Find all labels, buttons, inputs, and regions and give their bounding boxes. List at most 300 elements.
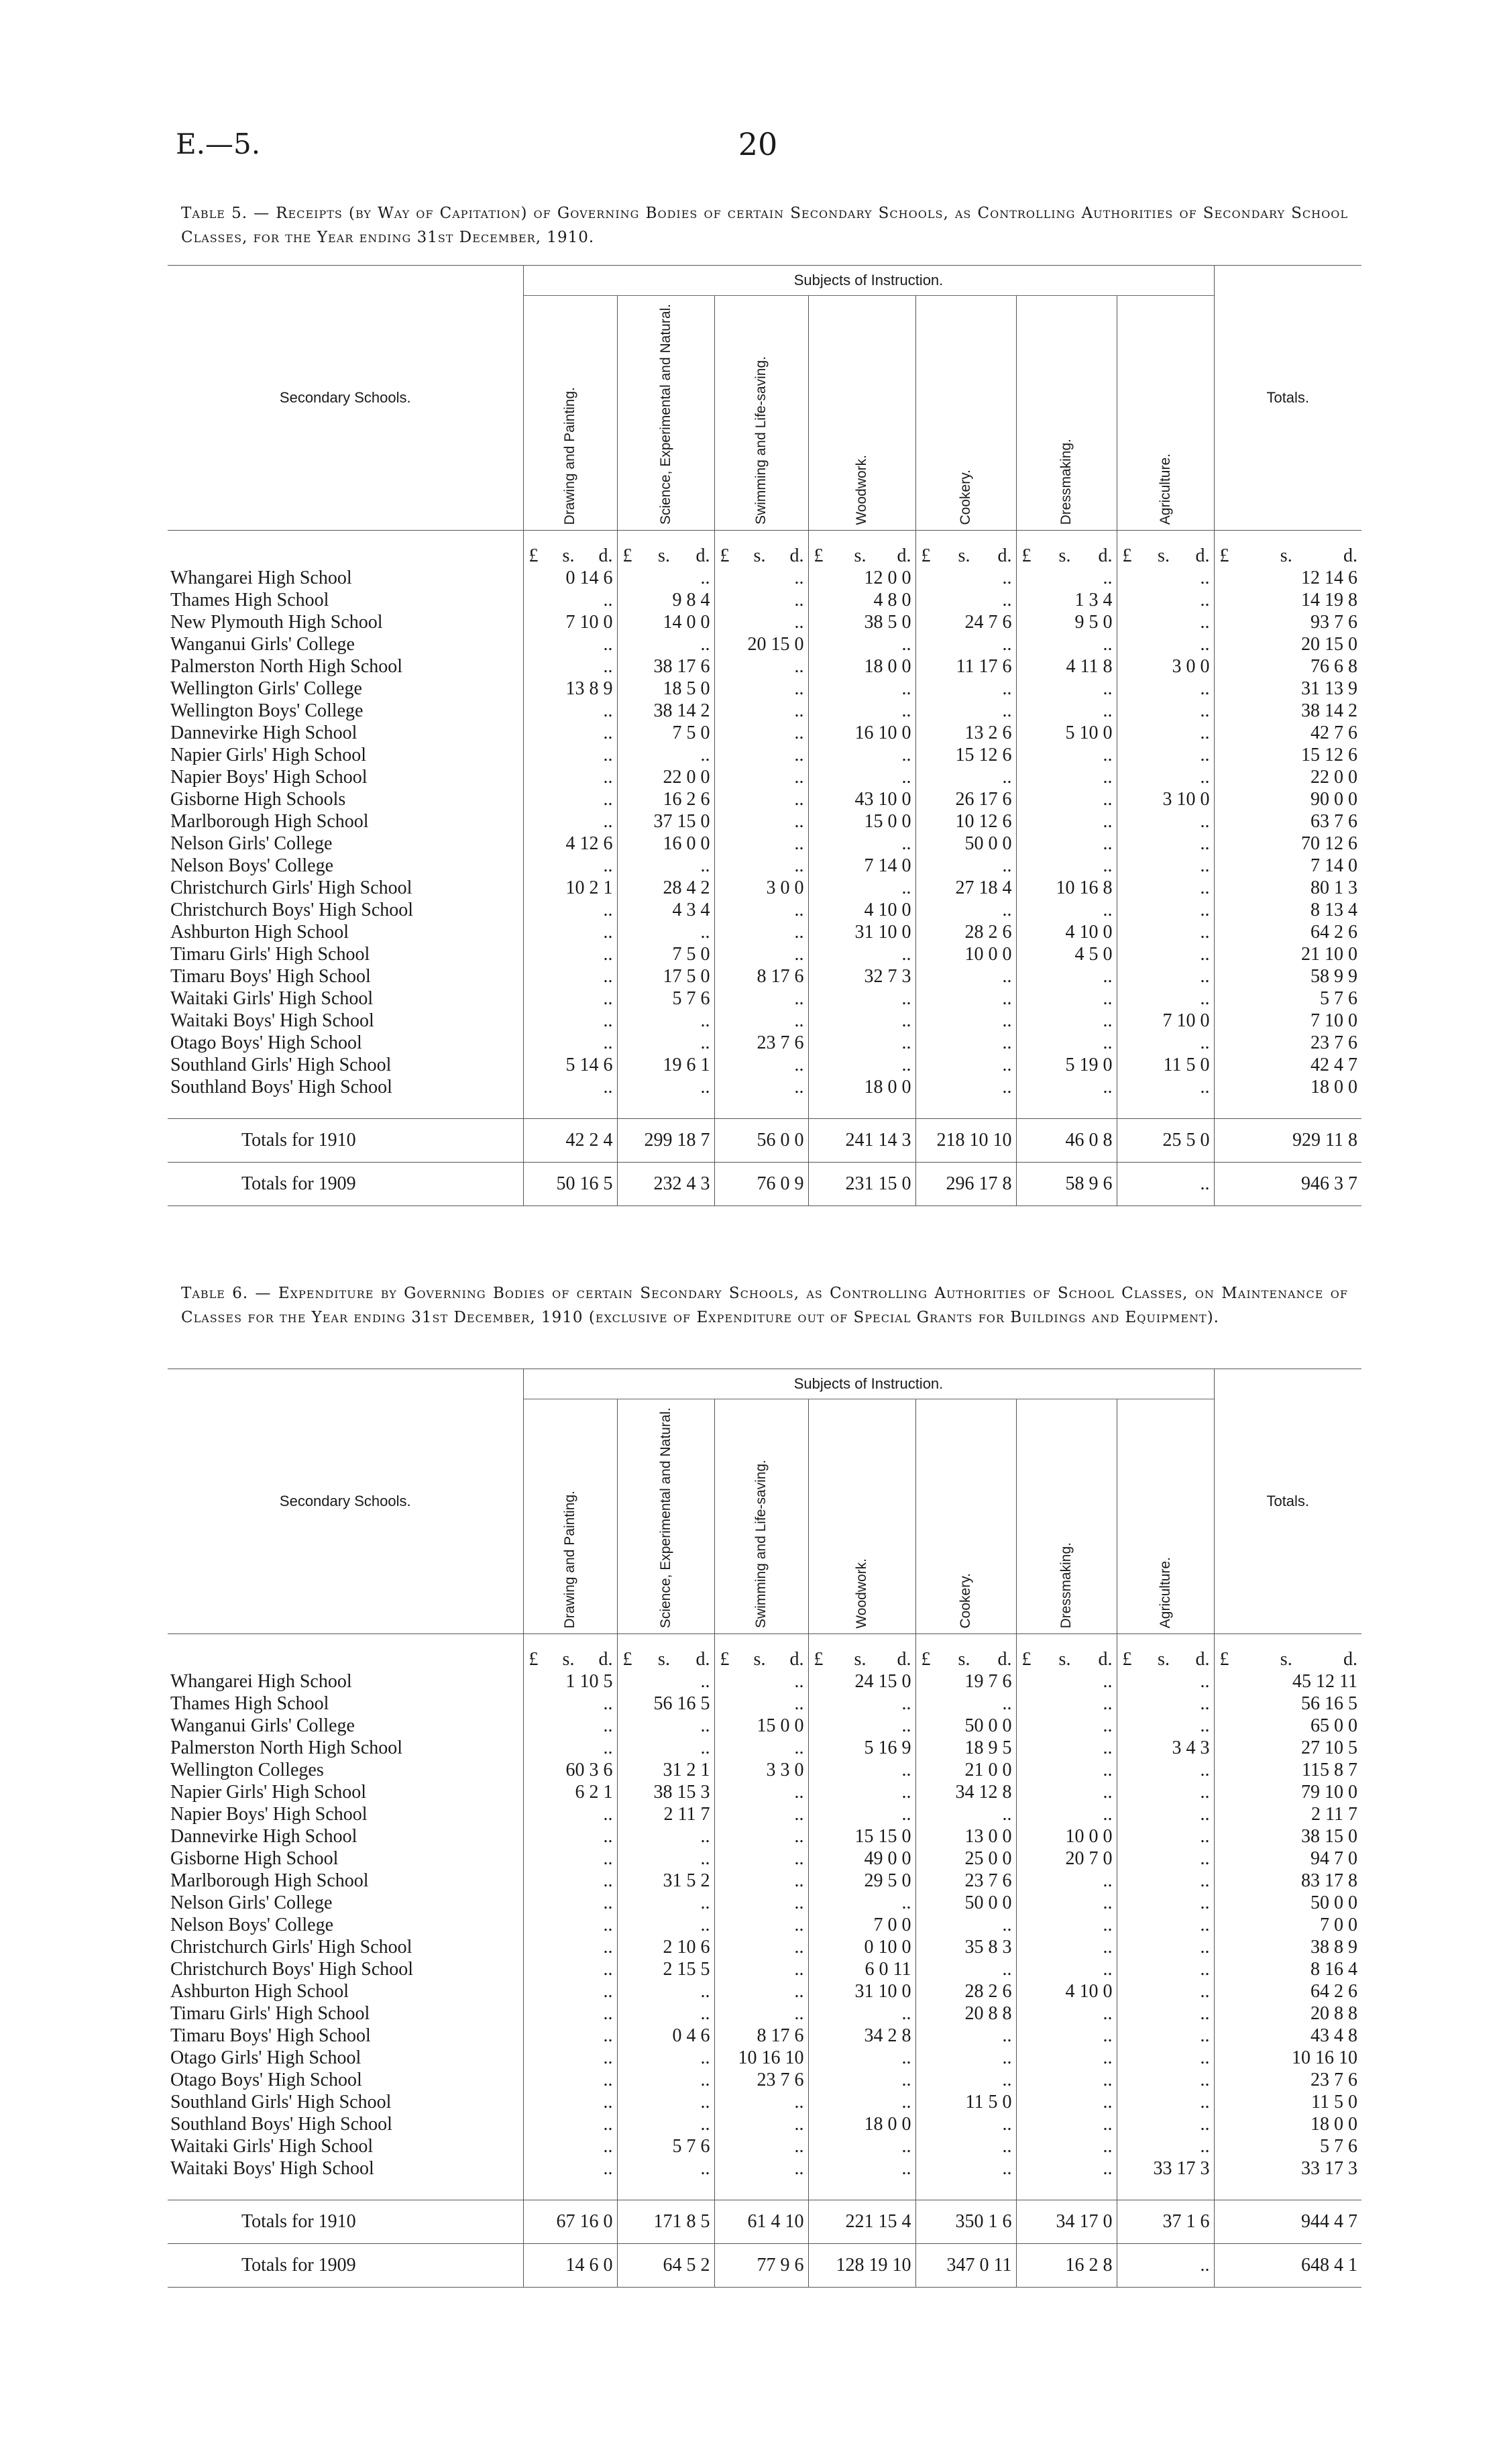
amount-cell: .. (915, 700, 1016, 722)
page-number: 20 (738, 126, 778, 162)
amount-cell: .. (1016, 700, 1117, 722)
amount-cell: .. (915, 965, 1016, 987)
amount-cell: .. (1117, 810, 1214, 833)
amount-cell: 14 0 0 (617, 611, 714, 633)
amount-cell: .. (1016, 678, 1117, 700)
amount-cell: .. (714, 1936, 808, 1958)
amount-cell: .. (714, 1054, 808, 1076)
amount-cell: .. (523, 921, 617, 943)
amount-cell: .. (523, 899, 617, 921)
amount-cell: .. (617, 567, 714, 589)
amount-cell: 38 15 0 (1214, 1825, 1361, 1847)
totals-row (168, 2244, 1361, 2288)
school-name: Ashburton High School (170, 922, 349, 943)
table-row (168, 1715, 1361, 1737)
school-name: Whangarei High School (170, 1671, 352, 1693)
amount-cell: 38 5 0 (808, 611, 915, 633)
amount-cell: 8 13 4 (1214, 899, 1361, 921)
amount-cell: .. (1117, 2025, 1214, 2047)
amount-cell: .. (523, 1715, 617, 1737)
amount-cell: .. (714, 1980, 808, 2002)
amount-cell: .. (1117, 1693, 1214, 1715)
school-name: New Plymouth High School (170, 612, 383, 633)
amount-cell: .. (1016, 2069, 1117, 2091)
table-row (168, 2113, 1361, 2135)
column-header-label: Dressmaking. (1058, 1542, 1074, 1629)
amount-cell: 6 2 1 (523, 1781, 617, 1803)
amount-cell: 1 10 5 (523, 1670, 617, 1693)
amount-cell: 7 10 0 (1214, 1010, 1361, 1032)
school-name: Gisborne High Schools (170, 789, 346, 810)
amount-cell: .. (915, 567, 1016, 589)
total-cell: 221 15 4 (808, 2200, 915, 2244)
column-header (808, 296, 915, 531)
amount-cell: 0 4 6 (617, 2025, 714, 2047)
amount-cell: .. (714, 987, 808, 1010)
school-name: Christchurch Boys' High School (170, 1959, 414, 1980)
amount-cell: 6 0 11 (808, 1958, 915, 1980)
table-row (168, 722, 1361, 744)
amount-cell: 3 0 0 (714, 877, 808, 899)
amount-cell: 5 14 6 (523, 1054, 617, 1076)
amount-cell: 11 5 0 (915, 2091, 1016, 2113)
unit-header: £ s. d. (1214, 531, 1361, 568)
school-name: Nelson Boys' College (170, 1915, 334, 1936)
amount-cell: .. (915, 2135, 1016, 2157)
total-cell: 946 3 7 (1214, 1163, 1361, 1206)
amount-cell: .. (808, 2135, 915, 2157)
amount-cell: .. (1117, 1870, 1214, 1892)
total-cell: .. (1117, 2244, 1214, 2288)
amount-cell: 25 0 0 (915, 1847, 1016, 1870)
amount-cell: .. (1016, 1693, 1117, 1715)
amount-cell: 7 14 0 (1214, 855, 1361, 877)
amount-cell: .. (915, 1054, 1016, 1076)
amount-cell: .. (714, 1914, 808, 1936)
amount-cell: .. (1117, 2047, 1214, 2069)
amount-cell: 17 5 0 (617, 965, 714, 987)
amount-cell: .. (714, 810, 808, 833)
amount-cell: 7 0 0 (808, 1914, 915, 1936)
amount-cell: 56 16 5 (617, 1693, 714, 1715)
amount-cell: 19 6 1 (617, 1054, 714, 1076)
amount-cell: .. (523, 987, 617, 1010)
amount-cell: .. (714, 2157, 808, 2180)
amount-cell: 37 15 0 (617, 810, 714, 833)
school-name: Ashburton High School (170, 1981, 349, 2002)
amount-cell: .. (714, 1693, 808, 1715)
amount-cell: .. (617, 2157, 714, 2180)
amount-cell: .. (1016, 1715, 1117, 1737)
total-cell: 67 16 0 (523, 2200, 617, 2244)
column-header (915, 1399, 1016, 1634)
amount-cell: .. (1016, 2135, 1117, 2157)
school-name: Christchurch Boys' High School (170, 900, 414, 921)
amount-cell: .. (523, 1958, 617, 1980)
table-row (168, 1076, 1361, 1098)
amount-cell: 4 10 0 (1016, 921, 1117, 943)
school-name: Napier Boys' High School (170, 1804, 368, 1825)
page-series: E.—5. (176, 127, 261, 160)
amount-cell: .. (1016, 1032, 1117, 1054)
table5-grid (168, 265, 1361, 1206)
amount-cell: .. (617, 2113, 714, 2135)
amount-cell: .. (1016, 2157, 1117, 2180)
column-header-label: Woodwork. (854, 1558, 869, 1629)
amount-cell: .. (1117, 943, 1214, 965)
amount-cell: .. (714, 1010, 808, 1032)
column-header (523, 1399, 617, 1634)
amount-cell: .. (1117, 899, 1214, 921)
amount-cell: 60 3 6 (523, 1759, 617, 1781)
amount-cell: 79 10 0 (1214, 1781, 1361, 1803)
amount-cell: 23 7 6 (714, 1032, 808, 1054)
table-row (168, 810, 1361, 833)
school-name: Wanganui Girls' College (170, 1715, 355, 1737)
column-header-label: Swimming and Life-saving. (753, 356, 769, 525)
column-header (808, 1399, 915, 1634)
amount-cell: .. (1117, 2002, 1214, 2025)
amount-cell: 18 0 0 (1214, 1076, 1361, 1098)
total-cell: 34 17 0 (1016, 2200, 1117, 2244)
school-name: Whangarei High School (170, 568, 352, 589)
amount-cell: 5 10 0 (1016, 722, 1117, 744)
amount-cell: 18 0 0 (1214, 2113, 1361, 2135)
amount-cell: .. (808, 943, 915, 965)
amount-cell: 80 1 3 (1214, 877, 1361, 899)
column-header-label: Woodwork. (854, 454, 869, 525)
amount-cell: .. (1016, 810, 1117, 833)
column-header-label: Agriculture. (1157, 1556, 1173, 1629)
subjects-header: Subjects of Instruction. (523, 1369, 1214, 1399)
total-cell: 77 9 6 (714, 2244, 808, 2288)
total-cell: 350 1 6 (915, 2200, 1016, 2244)
amount-cell: .. (523, 2135, 617, 2157)
school-name: Southland Boys' High School (170, 2114, 392, 2135)
amount-cell: .. (523, 1847, 617, 1870)
amount-cell: .. (617, 1847, 714, 1870)
amount-cell: 10 0 0 (915, 943, 1016, 965)
amount-cell: .. (523, 589, 617, 611)
school-name: Dannevirke High School (170, 1826, 357, 1847)
amount-cell: 31 5 2 (617, 1870, 714, 1892)
amount-cell: 3 3 0 (714, 1759, 808, 1781)
amount-cell: .. (1016, 2113, 1117, 2135)
amount-cell: .. (1117, 1670, 1214, 1693)
amount-cell: 13 0 0 (915, 1825, 1016, 1847)
total-cell: 64 5 2 (617, 2244, 714, 2288)
amount-cell: .. (915, 678, 1016, 700)
amount-cell: .. (523, 1936, 617, 1958)
amount-cell: .. (1016, 1076, 1117, 1098)
amount-cell: 15 15 0 (808, 1825, 915, 1847)
school-name: Southland Boys' High School (170, 1077, 392, 1098)
school-name: Palmerston North High School (170, 1737, 403, 1759)
amount-cell: 24 15 0 (808, 1670, 915, 1693)
amount-cell: .. (714, 655, 808, 678)
amount-cell: .. (1117, 678, 1214, 700)
amount-cell: 5 7 6 (1214, 2135, 1361, 2157)
amount-cell: .. (808, 2091, 915, 2113)
amount-cell: .. (1117, 965, 1214, 987)
unit-header: £ s. d. (617, 531, 714, 568)
amount-cell: .. (523, 700, 617, 722)
amount-cell: .. (714, 1870, 808, 1892)
amount-cell: .. (523, 633, 617, 655)
amount-cell: .. (808, 766, 915, 788)
amount-cell: .. (523, 1803, 617, 1825)
amount-cell: 58 9 9 (1214, 965, 1361, 987)
amount-cell: 13 2 6 (915, 722, 1016, 744)
amount-cell: .. (808, 1803, 915, 1825)
amount-cell: 23 7 6 (714, 2069, 808, 2091)
unit-header: £ s. d. (523, 1634, 617, 1671)
amount-cell: 18 0 0 (808, 1076, 915, 1098)
amount-cell: .. (714, 678, 808, 700)
amount-cell: .. (714, 855, 808, 877)
amount-cell: 10 16 10 (1214, 2047, 1361, 2069)
amount-cell: 50 0 0 (915, 1715, 1016, 1737)
column-header (1016, 296, 1117, 531)
amount-cell: 11 5 0 (1117, 1054, 1214, 1076)
amount-cell: .. (714, 2113, 808, 2135)
amount-cell: .. (1016, 744, 1117, 766)
amount-cell: .. (808, 877, 915, 899)
column-header (714, 1399, 808, 1634)
total-cell: .. (1117, 1163, 1214, 1206)
amount-cell: .. (714, 1737, 808, 1759)
amount-cell: 29 5 0 (808, 1870, 915, 1892)
column-header-label: Drawing and Painting. (562, 1490, 577, 1629)
amount-cell: .. (523, 788, 617, 810)
amount-cell: .. (1117, 766, 1214, 788)
total-cell: 648 4 1 (1214, 2244, 1361, 2288)
amount-cell: .. (1117, 1847, 1214, 1870)
amount-cell: .. (1117, 2135, 1214, 2157)
amount-cell: .. (1117, 921, 1214, 943)
amount-cell: .. (714, 2002, 808, 2025)
amount-cell: .. (1016, 1892, 1117, 1914)
amount-cell: 5 7 6 (617, 2135, 714, 2157)
amount-cell: .. (617, 1892, 714, 1914)
amount-cell: 13 8 9 (523, 678, 617, 700)
school-name: Napier Girls' High School (170, 1782, 367, 1803)
amount-cell: 20 15 0 (714, 633, 808, 655)
school-name: Dannevirke High School (170, 722, 357, 744)
amount-cell: 10 16 10 (714, 2047, 808, 2069)
amount-cell: .. (523, 1825, 617, 1847)
amount-cell: 15 12 6 (1214, 744, 1361, 766)
unit-header: £ s. d. (1117, 1634, 1214, 1671)
total-cell: 929 11 8 (1214, 1119, 1361, 1163)
amount-cell: .. (523, 1870, 617, 1892)
column-header (1117, 1399, 1214, 1634)
amount-cell: .. (1117, 744, 1214, 766)
amount-cell: .. (808, 987, 915, 1010)
amount-cell: 50 0 0 (1214, 1892, 1361, 1914)
amount-cell: .. (915, 1076, 1016, 1098)
table-row (168, 1054, 1361, 1076)
amount-cell: .. (1016, 899, 1117, 921)
amount-cell: .. (915, 766, 1016, 788)
unit-header: £ s. d. (808, 531, 915, 568)
amount-cell: 35 8 3 (915, 1936, 1016, 1958)
amount-cell: .. (808, 2069, 915, 2091)
amount-cell: 115 8 7 (1214, 1759, 1361, 1781)
school-name: Timaru Girls' High School (170, 944, 370, 965)
amount-cell: .. (523, 1693, 617, 1715)
total-cell: 61 4 10 (714, 2200, 808, 2244)
amount-cell: .. (808, 1693, 915, 1715)
school-name: Timaru Boys' High School (170, 2025, 371, 2047)
table-row (168, 744, 1361, 766)
total-cell: 56 0 0 (714, 1119, 808, 1163)
amount-cell: .. (1016, 2047, 1117, 2069)
unit-header: £ s. d. (523, 531, 617, 568)
totals-label: Totals for 1910 (168, 2200, 523, 2244)
amount-cell: .. (1117, 589, 1214, 611)
amount-cell: 10 16 8 (1016, 877, 1117, 899)
amount-cell: .. (1016, 1670, 1117, 1693)
amount-cell: 28 4 2 (617, 877, 714, 899)
amount-cell: .. (1016, 766, 1117, 788)
amount-cell: .. (808, 744, 915, 766)
amount-cell: .. (1016, 833, 1117, 855)
table-row (168, 1980, 1361, 2002)
total-cell: 231 15 0 (808, 1163, 915, 1206)
table-row (168, 987, 1361, 1010)
amount-cell: .. (808, 2002, 915, 2025)
table-row (168, 1032, 1361, 1054)
school-name: Napier Boys' High School (170, 767, 368, 788)
amount-cell: 28 2 6 (915, 921, 1016, 943)
amount-cell: .. (1016, 1914, 1117, 1936)
amount-cell: 43 10 0 (808, 788, 915, 810)
amount-cell: 3 10 0 (1117, 788, 1214, 810)
amount-cell: .. (617, 2091, 714, 2113)
table-row (168, 1693, 1361, 1715)
amount-cell: .. (714, 943, 808, 965)
table-row (168, 678, 1361, 700)
amount-cell: 4 10 0 (1016, 1980, 1117, 2002)
table-row (168, 1936, 1361, 1958)
school-name: Southland Girls' High School (170, 2092, 392, 2113)
table-row (168, 1892, 1361, 1914)
amount-cell: 42 7 6 (1214, 722, 1361, 744)
amount-cell: .. (714, 1825, 808, 1847)
amount-cell: .. (1117, 2091, 1214, 2113)
amount-cell: .. (714, 1803, 808, 1825)
amount-cell: .. (617, 1715, 714, 1737)
amount-cell: .. (617, 1032, 714, 1054)
school-name: Southland Girls' High School (170, 1055, 392, 1076)
amount-cell: 50 0 0 (915, 1892, 1016, 1914)
amount-cell: 15 0 0 (808, 810, 915, 833)
amount-cell: 34 2 8 (808, 2025, 915, 2047)
unit-header: £ s. d. (1117, 531, 1214, 568)
amount-cell: 4 12 6 (523, 833, 617, 855)
table-row (168, 1958, 1361, 1980)
school-name: Wellington Colleges (170, 1760, 324, 1781)
amount-cell: .. (523, 1076, 617, 1098)
column-header (617, 1399, 714, 1634)
school-name: Marlborough High School (170, 811, 369, 833)
amount-cell: .. (1016, 567, 1117, 589)
amount-cell: 64 2 6 (1214, 921, 1361, 943)
table-row (168, 1847, 1361, 1870)
amount-cell: 83 17 8 (1214, 1870, 1361, 1892)
amount-cell: 34 12 8 (915, 1781, 1016, 1803)
amount-cell: .. (523, 1010, 617, 1032)
schools-header: Secondary Schools. (168, 266, 523, 531)
amount-cell: 12 14 6 (1214, 567, 1361, 589)
school-name: Wanganui Girls' College (170, 634, 355, 655)
column-header-label: Drawing and Painting. (562, 386, 577, 525)
amount-cell: .. (915, 2025, 1016, 2047)
amount-cell: 64 2 6 (1214, 1980, 1361, 2002)
amount-cell: 22 0 0 (1214, 766, 1361, 788)
amount-cell: 31 10 0 (808, 1980, 915, 2002)
amount-cell: 33 17 3 (1214, 2157, 1361, 2180)
school-name: Nelson Girls' College (170, 833, 333, 855)
amount-cell: 50 0 0 (915, 833, 1016, 855)
total-cell: 16 2 8 (1016, 2244, 1117, 2288)
amount-cell: 11 17 6 (915, 655, 1016, 678)
column-header (915, 296, 1016, 531)
unit-header: £ s. d. (714, 1634, 808, 1671)
amount-cell: .. (714, 921, 808, 943)
table-row (168, 2135, 1361, 2157)
amount-cell: 4 3 4 (617, 899, 714, 921)
amount-cell: 11 5 0 (1214, 2091, 1361, 2113)
table-row (168, 1670, 1361, 1693)
amount-cell: .. (808, 1892, 915, 1914)
amount-cell: .. (714, 1670, 808, 1693)
amount-cell: .. (617, 2002, 714, 2025)
amount-cell: 18 0 0 (808, 655, 915, 678)
total-cell: 25 5 0 (1117, 1119, 1214, 1163)
table-row (168, 2157, 1361, 2180)
amount-cell: .. (617, 1914, 714, 1936)
amount-cell: 20 8 8 (1214, 2002, 1361, 2025)
amount-cell: .. (1016, 1803, 1117, 1825)
total-cell: 241 14 3 (808, 1119, 915, 1163)
amount-cell: .. (1016, 2002, 1117, 2025)
table-row (168, 633, 1361, 655)
amount-cell: .. (808, 833, 915, 855)
total-cell: 232 4 3 (617, 1163, 714, 1206)
amount-cell: 15 0 0 (714, 1715, 808, 1737)
totals-label: Totals for 1910 (168, 1119, 523, 1163)
amount-cell: .. (1117, 611, 1214, 633)
total-cell: 171 8 5 (617, 2200, 714, 2244)
amount-cell: .. (1016, 788, 1117, 810)
amount-cell: .. (617, 2069, 714, 2091)
amount-cell: .. (808, 1759, 915, 1781)
amount-cell: .. (915, 1914, 1016, 1936)
school-name: Waitaki Girls' High School (170, 988, 374, 1010)
amount-cell: 19 7 6 (915, 1670, 1016, 1693)
amount-cell: .. (915, 633, 1016, 655)
table-row (168, 567, 1361, 589)
amount-cell: .. (915, 2113, 1016, 2135)
school-name: Gisborne High School (170, 1848, 339, 1870)
school-name: Waitaki Girls' High School (170, 2136, 374, 2157)
amount-cell: 0 10 0 (808, 1936, 915, 1958)
amount-cell: .. (1016, 965, 1117, 987)
amount-cell: 12 0 0 (808, 567, 915, 589)
totals-label: Totals for 1909 (168, 1163, 523, 1206)
